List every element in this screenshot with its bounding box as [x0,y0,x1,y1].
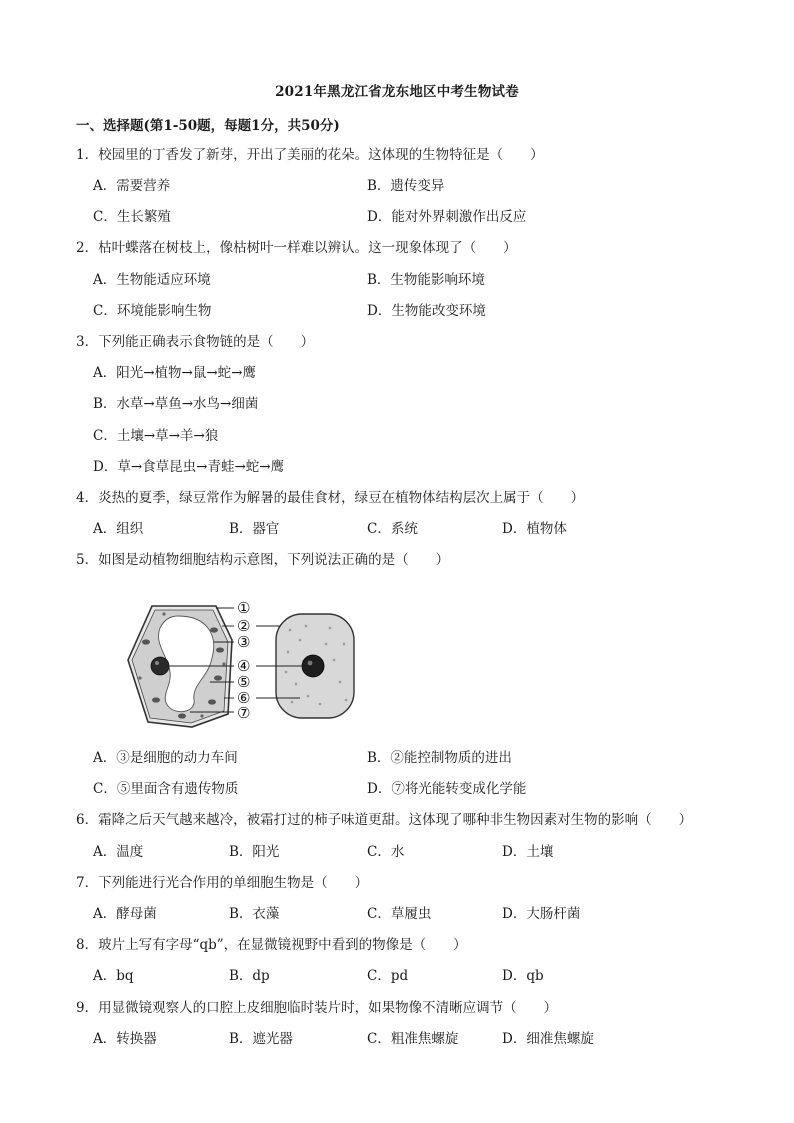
q1-option-a: A．需要营养 [93,178,171,194]
question-3: 3．下列能正确表示食物链的是（ ） [76,334,315,350]
q8-option-c: C．pd [367,968,409,984]
diagram-label-4: ④ [237,657,251,675]
q6-option-a: A．温度 [93,844,144,860]
diagram-label-3: ③ [237,633,251,651]
q6-option-b: B．阳光 [229,844,280,860]
plant-chloroplast [178,713,186,718]
plant-chloroplast [142,639,150,644]
question-4: 4．炎热的夏季，绿豆常作为解暑的最佳食材，绿豆在植物体结构层次上属于（ ） [76,490,585,506]
q9-option-d: D．细准焦螺旋 [502,1031,594,1047]
q6-option-d: D．土壤 [502,844,554,860]
q3-option-b: B．水草→草鱼→水鸟→细菌 [93,396,259,412]
question-9: 9．用显微镜观察人的口腔上皮细胞临时装片时，如果物像不清晰应调节（ ） [76,1000,558,1016]
question-7: 7．下列能进行光合作用的单细胞生物是（ ） [76,875,369,891]
diagram-label-2: ② [237,617,251,635]
q4-option-a: A．组织 [93,521,144,537]
q8-option-d: D．qb [502,968,544,984]
q2-option-d: D．生物能改变环境 [367,303,486,319]
q1-option-b: B．遗传变异 [367,178,445,194]
q2-option-b: B．生物能影响环境 [367,272,485,288]
q7-option-a: A．酵母菌 [93,906,157,922]
diagram-label-1: ① [237,600,251,617]
cell-structure-diagram [120,600,360,730]
q9-option-b: B．遮光器 [229,1031,293,1047]
q9-option-c: C．粗准焦螺旋 [367,1031,459,1047]
q9-option-a: A．转换器 [93,1031,157,1047]
q7-option-d: D．大肠杆菌 [502,906,581,922]
q1-option-d: D．能对外界刺激作出反应 [367,209,527,225]
question-8: 8．玻片上写有字母“qb”，在显微镜视野中看到的物像是（ ） [76,937,467,953]
q4-option-d: D．植物体 [502,521,567,537]
q5-option-d: D．⑦将光能转变成化学能 [367,781,527,797]
diagram-label-7: ⑦ [237,704,251,722]
diagram-label-5: ⑤ [237,673,251,691]
q4-option-b: B．器官 [229,521,280,537]
q3-option-c: C．土壤→草→羊→狼 [93,428,219,444]
q3-option-a: A．阳光→植物→鼠→蛇→鹰 [93,365,256,381]
q8-option-a: A．bq [93,968,134,984]
section-heading: 一、选择题(第1-50题，每题1分，共50分) [76,118,340,134]
q5-option-b: B．②能控制物质的进出 [367,750,512,766]
plant-chloroplast [208,699,216,704]
q5-option-a: A．③是细胞的动力车间 [93,750,238,766]
q6-option-c: C．水 [367,844,405,860]
plant-chloroplast [152,697,160,702]
q2-option-a: A．生物能适应环境 [93,272,211,288]
q2-option-c: C．环境能影响生物 [93,303,212,319]
question-2: 2．枯叶蝶落在树枝上，像枯树叶一样难以辨认。这一现象体现了（ ） [76,240,517,256]
q3-option-d: D．草→食草昆虫→青蛙→蛇→鹰 [93,459,285,475]
q1-option-c: C．生长繁殖 [93,209,171,225]
plant-chloroplast [216,647,224,652]
q4-option-c: C．系统 [367,521,418,537]
plant-chloroplast [210,627,218,632]
diagram-label-6: ⑥ [237,689,251,707]
plant-chloroplast [214,675,222,680]
page-title: 2021年黑龙江省龙东地区中考生物试卷 [275,84,519,100]
question-6: 6．霜降之后天气越来越冷，被霜打过的柿子味道更甜。这体现了哪种非生物因素对生物的影响（ ） [76,812,693,828]
q5-option-c: C．⑤里面含有遗传物质 [93,781,239,797]
q7-option-b: B．衣藻 [229,906,280,922]
question-5: 5．如图是动植物细胞结构示意图，下列说法正确的是（ ） [76,552,450,568]
q8-option-b: B．dp [229,968,270,984]
question-1: 1．校园里的丁香发了新芽，开出了美丽的花朵。这体现的生物特征是（ ） [76,147,544,163]
q7-option-c: C．草履虫 [367,906,432,922]
animal-cell-nucleus [302,655,324,677]
